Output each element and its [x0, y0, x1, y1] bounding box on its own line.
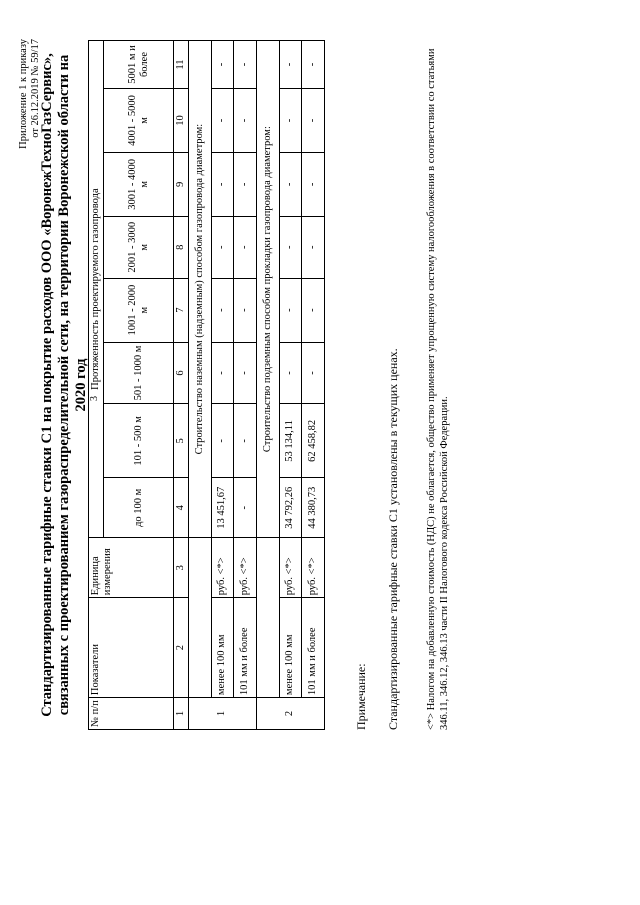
header-range: 4001 - 5000 м	[104, 89, 174, 153]
section-num: 2	[256, 698, 324, 730]
col-number: 7	[174, 278, 189, 342]
col-number: 8	[174, 216, 189, 278]
header-row-1	[89, 41, 104, 730]
col-number: 9	[174, 152, 189, 216]
row-value: -	[234, 342, 257, 404]
row-value: 34 792,26	[279, 478, 302, 538]
row-unit: руб. <*>	[234, 538, 257, 598]
row-value: -	[302, 89, 325, 153]
column-number-row	[174, 41, 189, 730]
row-value: -	[211, 278, 234, 342]
table-row	[211, 41, 234, 730]
col-number: 11	[174, 41, 189, 89]
row-value: -	[279, 278, 302, 342]
table-row	[302, 41, 325, 730]
row-value: -	[211, 404, 234, 478]
header-range: 101 - 500 м	[104, 404, 174, 478]
document-title: Стандартизированные тарифные ставки С1 на покрытие расходов ООО «ВоронежТехноГазСервис», связанных с проектированием газораспределительной сети, на территории Воронежской области на 2020 год	[39, 53, 89, 717]
row-value: -	[211, 216, 234, 278]
row-value: 44 380,73	[302, 478, 325, 538]
row-value: 13 451,67	[211, 478, 234, 538]
row-value: -	[279, 216, 302, 278]
row-value: -	[211, 89, 234, 153]
section-title: Строительство наземным (надземным) способом газопровода диаметром:	[189, 41, 212, 538]
section-num: 1	[189, 698, 257, 730]
section-1-title-row	[189, 41, 212, 730]
row-value: -	[279, 41, 302, 89]
row-value: -	[302, 152, 325, 216]
note-text: Стандартизированные тарифные ставки С1 установлены в текущих ценах.	[386, 348, 400, 730]
row-unit: руб. <*>	[279, 538, 302, 598]
row-value: -	[302, 216, 325, 278]
appendix-line-2: от 26.12.2019 № 59/17	[30, 39, 41, 138]
page-number: 3	[89, 396, 100, 401]
row-indicator: менее 100 мм	[211, 598, 234, 698]
row-indicator: 101 мм и более	[234, 598, 257, 698]
row-value: -	[302, 41, 325, 89]
row-value: -	[234, 89, 257, 153]
note-label: Примечание:	[354, 663, 368, 730]
row-value: -	[234, 404, 257, 478]
row-value: -	[211, 41, 234, 89]
row-value: -	[302, 342, 325, 404]
col-number: 2	[174, 598, 189, 698]
row-value: -	[211, 342, 234, 404]
row-value: -	[279, 89, 302, 153]
header-range: 5001 м и более	[104, 41, 174, 89]
table-row	[279, 41, 302, 730]
row-value: -	[279, 342, 302, 404]
row-unit: руб. <*>	[211, 538, 234, 598]
header-range: 1001 - 2000 м	[104, 278, 174, 342]
table-row	[234, 41, 257, 730]
row-value: -	[234, 41, 257, 89]
appendix-line-1: Приложение 1 к приказу	[18, 39, 29, 149]
section-2-title-row	[256, 41, 279, 730]
header-unit: Единица измерения	[89, 538, 174, 598]
col-number: 4	[174, 478, 189, 538]
header-range: 501 - 1000 м	[104, 342, 174, 404]
header-indicator: Показатели	[89, 598, 174, 698]
row-unit: руб. <*>	[302, 538, 325, 598]
row-value: 62 458,82	[302, 404, 325, 478]
row-value: -	[234, 216, 257, 278]
row-value: -	[234, 152, 257, 216]
col-number: 5	[174, 404, 189, 478]
col-number: 6	[174, 342, 189, 404]
section-title: Строительство подземным способом прокладки газопровода диаметром:	[256, 41, 279, 538]
rotated-page-content	[0, 15, 488, 905]
row-value: -	[234, 478, 257, 538]
row-value: -	[302, 278, 325, 342]
footnote: <*> Налогом на добавленную стоимость (НДС) не облагается, общество применяет упрощенную систему налогообложения в соответствии со статьями 346.11, 346.12, 346.13 части II Налогового кодекса Российской Федерации.	[426, 48, 450, 730]
row-indicator: 101 мм и более	[302, 598, 325, 698]
row-indicator: менее 100 мм	[279, 598, 302, 698]
col-number: 3	[174, 538, 189, 598]
tariff-table	[88, 40, 325, 730]
header-range: 2001 - 3000 м	[104, 216, 174, 278]
header-num: № п/п	[89, 698, 174, 730]
header-range: 3001 - 4000 м	[104, 152, 174, 216]
col-number: 1	[174, 698, 189, 730]
header-range: до 100 м	[104, 478, 174, 538]
col-number: 10	[174, 89, 189, 153]
row-value: -	[279, 152, 302, 216]
header-length-group: Протяженность проектируемого газопровода	[89, 41, 104, 538]
row-value: -	[234, 278, 257, 342]
row-value: -	[211, 152, 234, 216]
row-value: 53 134,11	[279, 404, 302, 478]
